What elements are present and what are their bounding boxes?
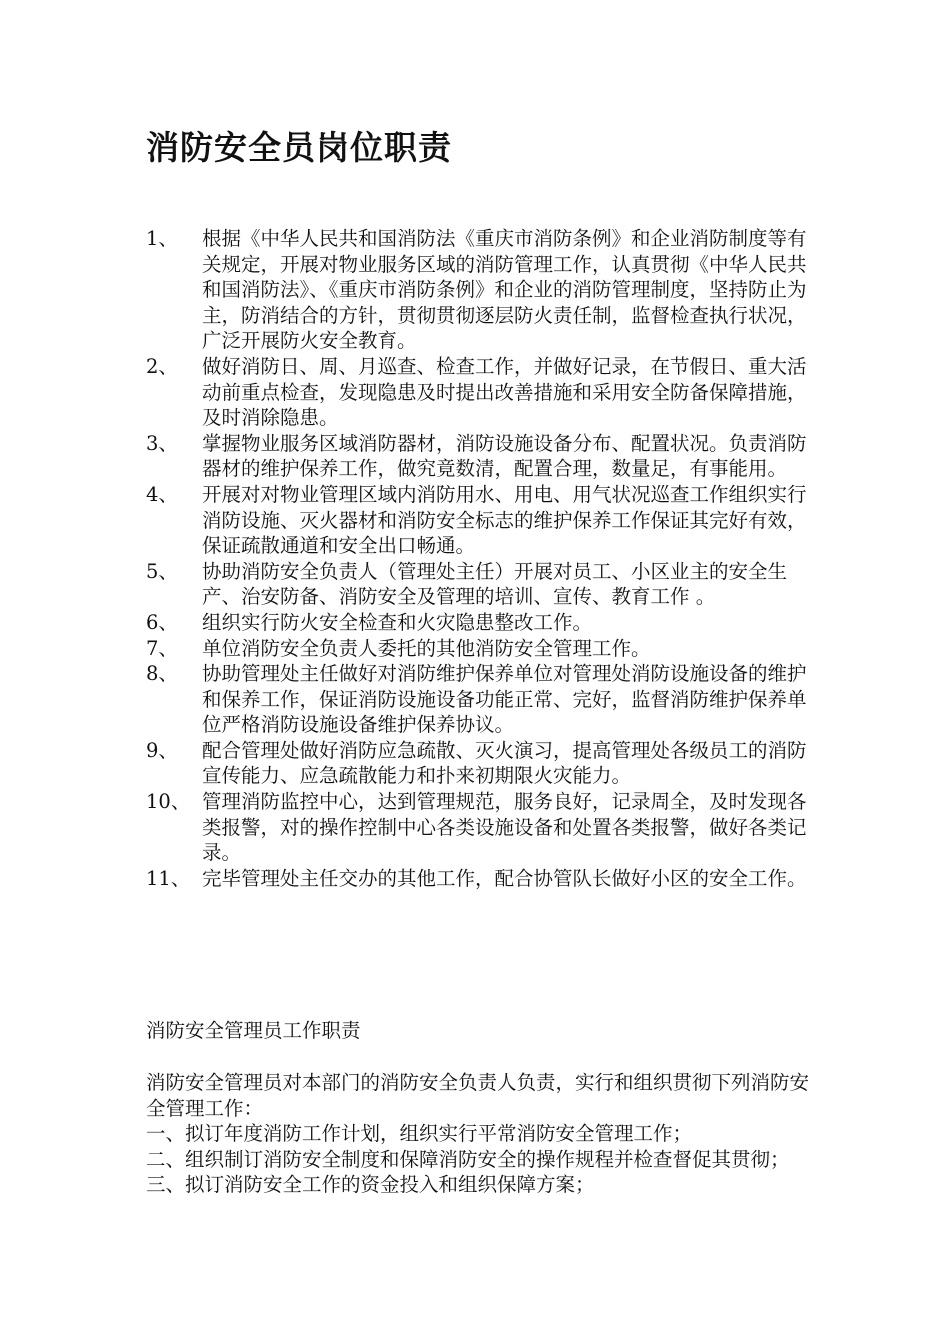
list-item (146, 738, 816, 789)
item-number: 8、 (146, 662, 178, 686)
list-item (146, 354, 816, 431)
paragraph: 一、拟订年度消防工作计划，组织实行平常消防安全管理工作； (146, 1122, 693, 1146)
item-text: 管理消防监控中心，达到管理规范，服务良好，记录周全，及时发现各类报警，对的操作控制中心各类设施设备和处置各类报警，做好各类记录。 (202, 790, 807, 865)
page-title: 消防安全员岗位职责 (146, 128, 452, 167)
list-item (146, 431, 816, 482)
list-item (146, 636, 816, 662)
item-text: 协助消防安全负责人（管理处主任）开展对员工、小区业主的安全生产、治安防备、消防安全及管理的培训、宣传、教育工作 。 (202, 559, 788, 609)
paragraph: 三、拟订消防安全工作的资金投入和组织保障方案； (146, 1173, 595, 1197)
paragraph: 二、组织制订消防安全制度和保障消防安全的操作规程并检查督促其贯彻； (146, 1147, 790, 1171)
list-item (146, 226, 816, 354)
item-text: 组织实行防火安全检查和火灾隐患整改工作。 (202, 610, 593, 634)
duty-list (146, 226, 816, 891)
item-text: 协助管理处主任做好对消防维护保养单位对管理处消防设施设备的维护和保养工作，保证消防设施设备功能正常、完好，监督消防维护保养单位严格消防设施设备维护保养协议。 (202, 662, 807, 737)
item-number: 3、 (146, 431, 178, 455)
item-text: 开展对对物业管理区域内消防用水、用电、用气状况巡查工作组织实行消防设施、灭火器材和消防安全标志的维护保养工作保证其完好有效，保证疏散通道和安全出口畅通。 (202, 482, 807, 558)
item-number: 4、 (146, 482, 178, 506)
item-number: 1、 (146, 227, 178, 250)
item-number: 6、 (146, 610, 178, 634)
item-text: 做好消防日、周、月巡查、检查工作，并做好记录，在节假日、重大活动前重点检查，发现隐患及时提出改善措施和采用安全防备保障措施，及时消除隐患。 (202, 354, 807, 430)
list-item (146, 610, 816, 636)
paragraph: 消防安全管理员对本部门的消防安全负责人负责，实行和组织贯彻下列消防安全管理工作： (146, 1071, 810, 1120)
list-item (146, 661, 816, 738)
item-number: 2、 (146, 354, 178, 378)
list-item (146, 482, 816, 559)
section-title: 消防安全管理员工作职责 (146, 1019, 361, 1042)
list-item (146, 866, 816, 892)
item-number: 5、 (146, 559, 178, 583)
list-item (146, 789, 816, 866)
item-text: 掌握物业服务区域消防器材，消防设施设备分布、配置状况。负责消防器材的维护保养工作，做究竟数清，配置合理，数量足，有事能用。 (202, 431, 807, 481)
item-text: 配合管理处做好消防应急疏散、灭火演习，提高管理处各级员工的消防宣传能力、应急疏散能力和扑来初期限火灾能力。 (202, 738, 807, 788)
list-item (146, 559, 816, 610)
item-number: 10、 (146, 790, 191, 814)
section-manager-duties (146, 1018, 816, 1198)
item-number: 11、 (146, 866, 191, 890)
item-text: 单位消防安全负责人委托的其他消防安全管理工作。 (202, 636, 651, 660)
item-number: 7、 (146, 636, 178, 660)
item-text: 根据《中华人民共和国消防法《重庆市消防条例》和企业消防制度等有关规定，开展对物业服务区域的消防管理工作，认真贯彻《中华人民共和国消防法》、《重庆市消防条例》和企业的消防管理制度，坚持防止为主，防消结合的方针，贯彻贯彻逐层防火责任制，监督检查执行状况，广泛开展防火安全教育。 (202, 227, 807, 353)
item-number: 9、 (146, 738, 178, 762)
item-text: 完毕管理处主任交办的其他工作，配合协管队长做好小区的安全工作。 (202, 866, 807, 890)
